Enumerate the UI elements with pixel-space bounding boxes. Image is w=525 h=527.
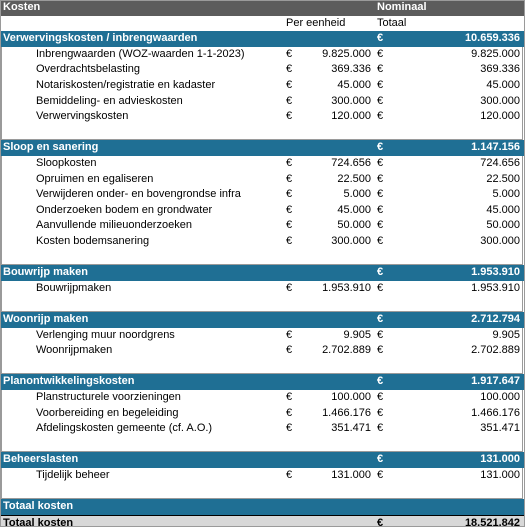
currency-symbol: €	[286, 406, 293, 419]
section-total: 1.147.156	[471, 141, 520, 154]
currency-symbol: €	[286, 203, 293, 216]
cost-item-unit-value: 2.702.889	[322, 344, 371, 357]
cost-item-label: Bemiddeling- en advieskosten	[36, 94, 183, 107]
section-title: Verwervingskosten / inbrengwaarden	[3, 32, 198, 45]
section-header-row[interactable]	[0, 374, 525, 390]
cost-item-unit-value: 131.000	[331, 469, 371, 481]
currency-symbol: €	[286, 391, 293, 403]
cost-item-total-value: 131.000	[480, 469, 520, 481]
cost-item-total-value: 351.471	[480, 422, 520, 435]
currency-symbol: €	[286, 79, 293, 91]
section-total: 1.953.910	[471, 266, 520, 279]
currency-symbol: €	[286, 63, 293, 76]
cost-item-label: Overdrachtsbelasting	[36, 63, 140, 76]
currency-symbol: €	[286, 281, 293, 294]
totaal-kosten-value: 18.521.842	[464, 516, 520, 527]
section-box	[1, 468, 523, 499]
section-total: 1.917.647	[471, 375, 520, 388]
section-total: 10.659.336	[464, 32, 520, 45]
currency-symbol: €	[286, 344, 293, 357]
section-header-row[interactable]	[0, 312, 525, 328]
header-totaal: Totaal	[377, 16, 407, 29]
currency-symbol: €	[377, 188, 384, 201]
currency-symbol: €	[377, 391, 384, 403]
currency-symbol: €	[286, 328, 293, 341]
header-nominaal: Nominaal	[377, 1, 427, 13]
currency-symbol: €	[286, 110, 293, 123]
cost-item-unit-value: 1.953.910	[322, 281, 371, 294]
cost-item-label: Kosten bodemsanering	[36, 235, 150, 247]
totaal-kosten-header: Totaal kosten	[3, 500, 74, 513]
currency-symbol: €	[286, 235, 293, 247]
cost-item-label: Tijdelijk beheer	[36, 469, 110, 481]
cost-item-unit-value: 120.000	[331, 110, 371, 123]
cost-item-unit-value: 1.466.176	[322, 406, 371, 419]
section-header-row[interactable]	[0, 452, 525, 468]
cost-item-label: Verwijderen onder- en bovengrondse infra	[36, 188, 241, 201]
section-header-row[interactable]	[0, 31, 525, 47]
cost-item-total-value: 22.500	[486, 172, 520, 185]
cost-item-label: Verlenging muur noordgrens	[36, 328, 175, 341]
cost-item-total-value: 9.905	[492, 328, 520, 341]
section-header-row[interactable]	[0, 140, 525, 156]
cost-item-unit-value: 300.000	[331, 94, 371, 107]
cost-item-total-value: 50.000	[486, 219, 520, 232]
currency-symbol: €	[377, 157, 384, 169]
cost-item-total-value: 2.702.889	[471, 344, 520, 357]
cost-item-total-value: 369.336	[480, 63, 520, 76]
currency-symbol: €	[286, 94, 293, 107]
cost-item-total-value: 100.000	[480, 391, 520, 403]
cost-item-unit-value: 45.000	[337, 203, 371, 216]
currency-symbol: €	[286, 172, 293, 185]
cost-item-total-value: 9.825.000	[471, 47, 520, 60]
cost-item-label: Afdelingskosten gemeente (cf. A.O.)	[36, 422, 213, 435]
currency-symbol: €	[377, 94, 384, 107]
currency-symbol: €	[377, 344, 384, 357]
currency-symbol: €	[286, 422, 293, 435]
currency-symbol: €	[377, 63, 384, 76]
section-header-row[interactable]	[0, 265, 525, 281]
cost-item-total-value: 724.656	[480, 157, 520, 169]
cost-item-unit-value: 351.471	[331, 422, 371, 435]
section-title: Bouwrijp maken	[3, 266, 88, 279]
currency-symbol: €	[286, 188, 293, 201]
cost-item-total-value: 5.000	[492, 188, 520, 201]
cost-item-unit-value: 22.500	[337, 172, 371, 185]
currency-symbol: €	[377, 47, 384, 60]
cost-item-unit-value: 50.000	[337, 219, 371, 232]
currency-symbol: €	[286, 157, 293, 169]
cost-item-label: Aanvullende milieuonderzoeken	[36, 219, 192, 232]
currency-symbol: €	[377, 266, 384, 279]
currency-symbol: €	[377, 235, 384, 247]
currency-symbol: €	[377, 219, 384, 232]
cost-item-total-value: 300.000	[480, 94, 520, 107]
currency-symbol: €	[377, 32, 384, 45]
cost-item-unit-value: 100.000	[331, 391, 371, 403]
currency-symbol: €	[377, 79, 384, 91]
section-box	[1, 47, 523, 141]
currency-symbol: €	[377, 110, 384, 123]
currency-symbol: €	[377, 141, 384, 154]
cost-item-total-value: 45.000	[486, 79, 520, 91]
currency-symbol: €	[377, 406, 384, 419]
section-box	[1, 328, 523, 375]
section-box	[1, 390, 523, 452]
cost-item-unit-value: 300.000	[331, 235, 371, 247]
cost-item-unit-value: 724.656	[331, 157, 371, 169]
totaal-kosten-row[interactable]	[0, 515, 525, 527]
cost-item-label: Woonrijpmaken	[36, 344, 113, 357]
currency-symbol: €	[377, 313, 384, 325]
header-title: Kosten	[3, 1, 41, 13]
cost-item-unit-value: 9.825.000	[322, 47, 371, 60]
totaal-kosten-header-row[interactable]	[0, 499, 525, 515]
cost-item-label: Opruimen en egaliseren	[36, 172, 154, 185]
currency-symbol: €	[286, 469, 293, 481]
currency-symbol: €	[377, 172, 384, 185]
totaal-kosten-label: Totaal kosten	[3, 516, 74, 527]
section-title: Sloop en sanering	[3, 141, 99, 154]
cost-item-label: Voorbereiding en begeleiding	[36, 406, 179, 419]
cost-item-label: Planstructurele voorzieningen	[36, 391, 181, 403]
section-box	[1, 281, 523, 312]
cost-item-label: Verwervingskosten	[36, 110, 129, 123]
cost-item-label: Inbrengwaarden (WOZ-waarden 1-1-2023)	[36, 47, 245, 60]
header-per-eenheid: Per eenheid	[286, 16, 346, 29]
currency-symbol: €	[286, 47, 293, 60]
currency-symbol: €	[286, 219, 293, 232]
currency-symbol: €	[377, 281, 384, 294]
section-total: 2.712.794	[471, 313, 520, 325]
currency-symbol: €	[377, 422, 384, 435]
section-total: 131.000	[480, 453, 520, 466]
section-title: Woonrijp maken	[3, 313, 89, 325]
subheader-row[interactable]	[0, 16, 525, 32]
currency-symbol: €	[377, 203, 384, 216]
currency-symbol: €	[377, 453, 384, 466]
cost-item-unit-value: 369.336	[331, 63, 371, 76]
section-box	[1, 156, 523, 265]
currency-symbol: €	[377, 516, 384, 527]
cost-item-total-value: 45.000	[486, 203, 520, 216]
section-title: Planontwikkelingskosten	[3, 375, 135, 388]
cost-item-total-value: 1.953.910	[471, 281, 520, 294]
cost-item-unit-value: 9.905	[343, 328, 371, 341]
cost-item-total-value: 300.000	[480, 235, 520, 247]
cost-item-label: Notariskosten/registratie en kadaster	[36, 79, 216, 91]
cost-item-unit-value: 45.000	[337, 79, 371, 91]
cost-item-unit-value: 5.000	[343, 188, 371, 201]
cost-item-label: Sloopkosten	[36, 157, 97, 169]
section-title: Beheerslasten	[3, 453, 79, 466]
cost-item-total-value: 120.000	[480, 110, 520, 123]
currency-symbol: €	[377, 375, 384, 388]
currency-symbol: €	[377, 469, 384, 481]
cost-item-label: Bouwrijpmaken	[36, 281, 112, 294]
header-row[interactable]	[0, 0, 525, 16]
cost-item-label: Onderzoeken bodem en grondwater	[36, 203, 213, 216]
cost-item-total-value: 1.466.176	[471, 406, 520, 419]
currency-symbol: €	[377, 328, 384, 341]
